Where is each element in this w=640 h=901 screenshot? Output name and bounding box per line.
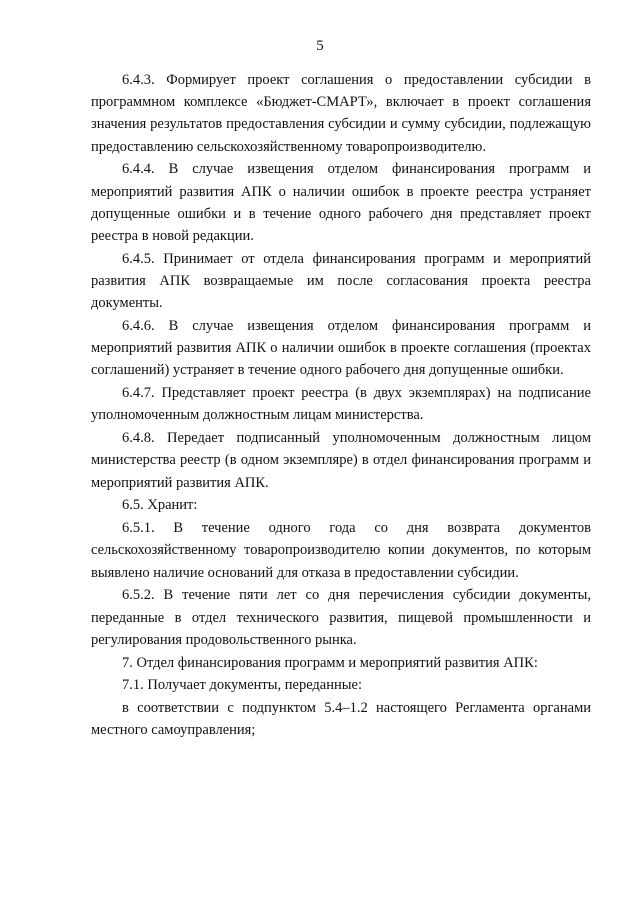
paragraph-6-5-2: 6.5.2. В течение пяти лет со дня перечисления субсидии документы, переданные в отдел технического развития, пищевой промышленности и регулирования продовольственного рынка. <box>91 587 591 648</box>
paragraph-6-5: 6.5. Хранит: <box>122 497 198 514</box>
paragraph-7: 7. Отдел финансирования программ и мероприятий развития АПК: <box>122 654 538 671</box>
paragraph-6-4-4: 6.4.4. В случае извещения отделом финансирования программ и мероприятий развития АПК о наличии ошибок в проекте реестра устраняет допущенные ошибки и в течение одного рабочего дня представляет проект реестра в новой редакции. <box>91 161 591 245</box>
paragraph-6-4-8: 6.4.8. Передает подписанный уполномоченным должностным лицом министерства реестр (в одном экземпляре) в отдел финансирования программ и мероприятий развития АПК. <box>91 430 591 491</box>
document-body <box>91 69 591 742</box>
paragraph-6-4-5: 6.4.5. Принимает от отдела финансирования программ и мероприятий развития АПК возвращаемые им после согласования проекта реестра документы. <box>91 250 591 312</box>
paragraph-6-4-3: 6.4.3. Формирует проект соглашения о предоставлении субсидии в программном комплексе «Бюджет-СМАРТ», включает в проект соглашения значения результатов предоставления субсидии и сумму субсидии, подлежащую предоставлению сельскохозяйственному товаропроизводителю. <box>91 72 591 155</box>
paragraph-6-5-1: 6.5.1. В течение одного года со дня возврата документов сельскохозяйственному товаропроизводителю копии документов, по которым выявлено наличие оснований для отказа в предоставлении субсидии. <box>91 520 591 581</box>
paragraph-7-1-item: в соответствии с подпунктом 5.4–1.2 настоящего Регламента органами местного самоуправления; <box>91 700 591 739</box>
page-number: 5 <box>316 38 324 54</box>
paragraph-6-4-7: 6.4.7. Представляет проект реестра (в двух экземплярах) на подписание уполномоченным должностным лицам министерства. <box>91 385 591 424</box>
paragraph-6-4-6: 6.4.6. В случае извещения отделом финансирования программ и мероприятий развития АПК о наличии ошибок в проекте соглашения (проектах соглашений) устраняет в течение одного рабочего дня допущенные ошибки. <box>91 318 591 379</box>
paragraph-7-1: 7.1. Получает документы, переданные: <box>122 677 362 694</box>
